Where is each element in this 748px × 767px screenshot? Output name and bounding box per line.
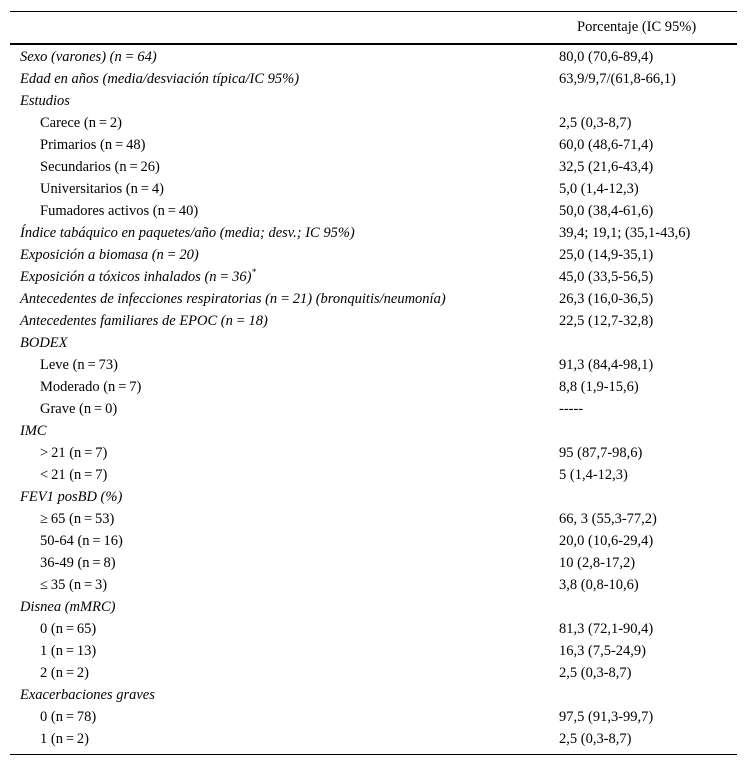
row-label — [40, 574, 107, 596]
row-label — [20, 310, 268, 332]
row-label-text: Disnea (mMRC) — [20, 599, 116, 615]
row-label-text: Edad en años (media/desviación típica/IC 95%) — [20, 71, 300, 87]
table-row — [10, 156, 737, 178]
row-value: 3,8 (0,8-10,6) — [559, 577, 639, 593]
row-label-text: Universitarios (n = 4) — [40, 181, 164, 197]
row-label — [40, 552, 116, 574]
row-label-text: Índice tabáquico en paquetes/año (media; desv.; IC 95%) — [20, 225, 355, 241]
row-label-text: > 21 (n = 7) — [40, 445, 108, 461]
data-table — [10, 11, 737, 755]
row-label — [40, 178, 164, 200]
row-label — [40, 508, 114, 530]
row-value: 2,5 (0,3-8,7) — [559, 665, 632, 681]
table-body — [10, 45, 737, 754]
row-value: 95 (87,7-98,6) — [559, 445, 643, 461]
row-label-text: ≥ 65 (n = 53) — [40, 511, 115, 527]
table-row — [10, 178, 737, 200]
row-label — [20, 486, 122, 508]
row-value: 80,0 (70,6-89,4) — [559, 49, 654, 65]
row-label-text: Exacerbaciones graves — [20, 687, 155, 703]
table-row — [10, 442, 737, 464]
row-label-text: 0 (n = 65) — [40, 621, 97, 637]
row-label-text: Sexo (varones) (n = 64) — [20, 49, 157, 65]
row-label-text: IMC — [20, 423, 47, 439]
row-label — [20, 46, 157, 68]
row-value: 5 (1,4-12,3) — [559, 467, 628, 483]
table-row — [10, 376, 737, 398]
table-row — [10, 222, 737, 244]
row-label-text: BODEX — [20, 335, 68, 351]
row-label — [20, 288, 446, 310]
row-label-text: Fumadores activos (n = 40) — [40, 203, 199, 219]
table-header — [10, 12, 737, 43]
table-row — [10, 398, 737, 420]
row-label — [20, 90, 70, 112]
row-value: 8,8 (1,9-15,6) — [559, 379, 639, 395]
row-label-text: Secundarios (n = 26) — [40, 159, 160, 175]
row-value: ----- — [559, 401, 584, 417]
row-label-text: Exposición a biomasa (n = 20) — [20, 247, 199, 263]
row-label-text: 2 (n = 2) — [40, 665, 90, 681]
table-row — [10, 596, 737, 618]
row-label-text: Carece (n = 2) — [40, 115, 123, 131]
row-value: 20,0 (10,6-29,4) — [559, 533, 654, 549]
table-row — [10, 244, 737, 266]
table-row — [10, 46, 737, 68]
row-value: 5,0 (1,4-12,3) — [559, 181, 639, 197]
table-row — [10, 68, 737, 90]
row-label — [20, 596, 115, 618]
row-value: 60,0 (48,6-71,4) — [559, 137, 654, 153]
row-label-text: Primarios (n = 48) — [40, 137, 146, 153]
row-label-text: < 21 (n = 7) — [40, 467, 108, 483]
table-row — [10, 684, 737, 706]
row-label-text: 50-64 (n = 16) — [40, 533, 123, 549]
row-label — [40, 112, 122, 134]
row-label — [40, 618, 96, 640]
row-value: 91,3 (84,4-98,1) — [559, 357, 654, 373]
row-label-text: Estudios — [20, 93, 70, 109]
table-row — [10, 552, 737, 574]
row-label-text: 0 (n = 78) — [40, 709, 97, 725]
row-label — [40, 354, 118, 376]
row-value: 97,5 (91,3-99,7) — [559, 709, 654, 725]
row-label-text: Grave (n = 0) — [40, 401, 118, 417]
table-row — [10, 618, 737, 640]
table-row — [10, 640, 737, 662]
row-label — [40, 728, 89, 750]
row-label — [20, 266, 256, 288]
table-bottom-rule — [10, 754, 737, 755]
header-col2: Porcentaje (IC 95%) — [577, 19, 697, 35]
row-label — [20, 244, 199, 266]
row-label — [40, 156, 160, 178]
row-label — [40, 640, 96, 662]
row-value: 2,5 (0,3-8,7) — [559, 731, 632, 747]
row-label — [40, 662, 89, 684]
table-row — [10, 574, 737, 596]
table-row — [10, 200, 737, 222]
row-label — [20, 222, 355, 244]
row-label-text: Antecedentes de infecciones respiratorias (n = 21) (bronquitis/neumonía) — [20, 291, 446, 307]
row-value: 26,3 (16,0-36,5) — [559, 291, 654, 307]
row-label — [40, 398, 117, 420]
row-label — [40, 134, 145, 156]
table-row — [10, 508, 737, 530]
row-value: 32,5 (21,6-43,4) — [559, 159, 654, 175]
row-label-text: 1 (n = 13) — [40, 643, 97, 659]
row-label — [40, 376, 141, 398]
row-label-text: Antecedentes familiares de EPOC (n = 18) — [20, 313, 268, 329]
row-value: 16,3 (7,5-24,9) — [559, 643, 646, 659]
row-value: 22,5 (12,7-32,8) — [559, 313, 654, 329]
footnote-marker: * — [251, 267, 256, 278]
table-row — [10, 728, 737, 750]
row-label-text: 1 (n = 2) — [40, 731, 90, 747]
table-row — [10, 332, 737, 354]
row-value: 81,3 (72,1-90,4) — [559, 621, 654, 637]
row-label — [40, 464, 107, 486]
table-row — [10, 486, 737, 508]
row-value: 63,9/9,7/(61,8-66,1) — [559, 71, 676, 87]
row-label-text: Leve (n = 73) — [40, 357, 118, 373]
row-value: 2,5 (0,3-8,7) — [559, 115, 632, 131]
row-value: 66, 3 (55,3-77,2) — [559, 511, 657, 527]
row-label — [40, 530, 123, 552]
table-row — [10, 706, 737, 728]
table-row — [10, 354, 737, 376]
row-value: 25,0 (14,9-35,1) — [559, 247, 654, 263]
row-label-text: 36-49 (n = 8) — [40, 555, 116, 571]
row-label — [40, 200, 198, 222]
row-value: 39,4; 19,1; (35,1-43,6) — [559, 225, 691, 241]
row-label — [20, 332, 68, 354]
table-row — [10, 90, 737, 112]
row-label-text: Moderado (n = 7) — [40, 379, 142, 395]
table-row — [10, 288, 737, 310]
table-row — [10, 530, 737, 552]
table-row — [10, 112, 737, 134]
row-label — [40, 706, 96, 728]
row-label-text: ≤ 35 (n = 3) — [40, 577, 108, 593]
row-value: 10 (2,8-17,2) — [559, 555, 636, 571]
row-label-text: Exposición a tóxicos inhalados (n = 36) — [20, 269, 252, 285]
table-row — [10, 134, 737, 156]
table-row — [10, 266, 737, 288]
row-value: 45,0 (33,5-56,5) — [559, 269, 654, 285]
row-value: 50,0 (38,4-61,6) — [559, 203, 654, 219]
row-label — [40, 442, 107, 464]
row-label-text: FEV1 posBD (%) — [20, 489, 123, 505]
table-row — [10, 464, 737, 486]
row-label — [20, 420, 47, 442]
table-row — [10, 310, 737, 332]
row-label — [20, 68, 299, 90]
table-row — [10, 662, 737, 684]
row-label — [20, 684, 155, 706]
table-row — [10, 420, 737, 442]
